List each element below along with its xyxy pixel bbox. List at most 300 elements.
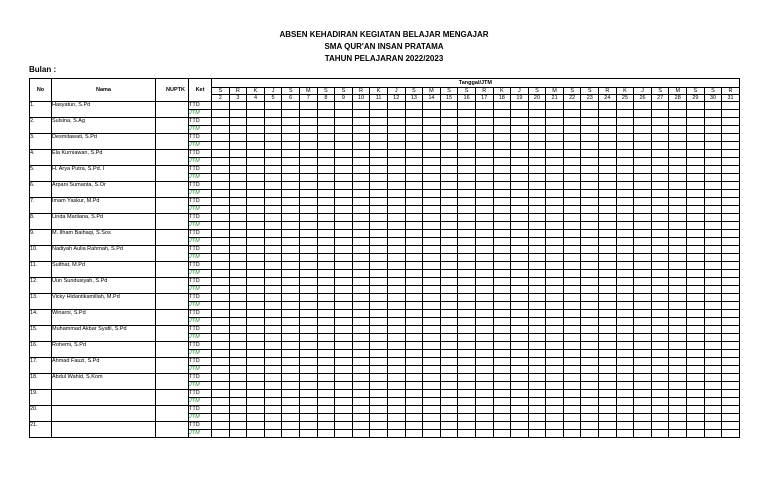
signature-cell[interactable] <box>282 342 300 350</box>
jtm-cell[interactable] <box>581 286 599 294</box>
jtm-cell[interactable] <box>335 238 353 246</box>
jtm-cell[interactable] <box>511 414 529 422</box>
jtm-cell[interactable] <box>264 206 282 214</box>
jtm-cell[interactable] <box>722 430 740 438</box>
signature-cell[interactable] <box>247 422 265 430</box>
jtm-cell[interactable] <box>493 398 511 406</box>
signature-cell[interactable] <box>599 230 617 238</box>
jtm-cell[interactable] <box>264 158 282 166</box>
jtm-cell[interactable] <box>405 238 423 246</box>
jtm-cell[interactable] <box>335 430 353 438</box>
jtm-cell[interactable] <box>370 334 388 342</box>
jtm-cell[interactable] <box>212 190 230 198</box>
signature-cell[interactable] <box>687 214 705 222</box>
signature-cell[interactable] <box>212 390 230 398</box>
jtm-cell[interactable] <box>212 174 230 182</box>
signature-cell[interactable] <box>704 390 722 398</box>
signature-cell[interactable] <box>264 134 282 142</box>
jtm-cell[interactable] <box>546 238 564 246</box>
signature-cell[interactable] <box>423 310 441 318</box>
jtm-cell[interactable] <box>423 158 441 166</box>
signature-cell[interactable] <box>405 374 423 382</box>
jtm-cell[interactable] <box>511 270 529 278</box>
jtm-cell[interactable] <box>299 302 317 310</box>
jtm-cell[interactable] <box>599 382 617 390</box>
signature-cell[interactable] <box>212 150 230 158</box>
signature-cell[interactable] <box>669 182 687 190</box>
jtm-cell[interactable] <box>317 318 335 326</box>
signature-cell[interactable] <box>299 422 317 430</box>
signature-cell[interactable] <box>634 102 652 110</box>
jtm-cell[interactable] <box>511 126 529 134</box>
signature-cell[interactable] <box>581 198 599 206</box>
signature-cell[interactable] <box>440 182 458 190</box>
signature-cell[interactable] <box>704 246 722 254</box>
signature-cell[interactable] <box>528 422 546 430</box>
jtm-cell[interactable] <box>599 206 617 214</box>
jtm-cell[interactable] <box>212 254 230 262</box>
jtm-cell[interactable] <box>247 398 265 406</box>
jtm-cell[interactable] <box>722 110 740 118</box>
jtm-cell[interactable] <box>264 238 282 246</box>
signature-cell[interactable] <box>687 374 705 382</box>
signature-cell[interactable] <box>511 310 529 318</box>
jtm-cell[interactable] <box>669 158 687 166</box>
signature-cell[interactable] <box>299 342 317 350</box>
jtm-cell[interactable] <box>229 206 247 214</box>
signature-cell[interactable] <box>669 422 687 430</box>
signature-cell[interactable] <box>387 310 405 318</box>
signature-cell[interactable] <box>687 342 705 350</box>
signature-cell[interactable] <box>687 246 705 254</box>
jtm-cell[interactable] <box>212 158 230 166</box>
jtm-cell[interactable] <box>282 366 300 374</box>
signature-cell[interactable] <box>616 182 634 190</box>
jtm-cell[interactable] <box>458 382 476 390</box>
signature-cell[interactable] <box>282 326 300 334</box>
signature-cell[interactable] <box>599 294 617 302</box>
jtm-cell[interactable] <box>405 190 423 198</box>
signature-cell[interactable] <box>651 358 669 366</box>
jtm-cell[interactable] <box>581 382 599 390</box>
jtm-cell[interactable] <box>264 286 282 294</box>
jtm-cell[interactable] <box>229 334 247 342</box>
signature-cell[interactable] <box>264 374 282 382</box>
jtm-cell[interactable] <box>687 190 705 198</box>
signature-cell[interactable] <box>616 310 634 318</box>
jtm-cell[interactable] <box>563 286 581 294</box>
signature-cell[interactable] <box>563 310 581 318</box>
signature-cell[interactable] <box>440 342 458 350</box>
jtm-cell[interactable] <box>335 142 353 150</box>
signature-cell[interactable] <box>722 294 740 302</box>
signature-cell[interactable] <box>335 166 353 174</box>
jtm-cell[interactable] <box>458 126 476 134</box>
signature-cell[interactable] <box>704 134 722 142</box>
jtm-cell[interactable] <box>370 382 388 390</box>
jtm-cell[interactable] <box>546 318 564 326</box>
signature-cell[interactable] <box>387 150 405 158</box>
jtm-cell[interactable] <box>423 382 441 390</box>
jtm-cell[interactable] <box>458 430 476 438</box>
jtm-cell[interactable] <box>317 190 335 198</box>
signature-cell[interactable] <box>247 358 265 366</box>
signature-cell[interactable] <box>440 134 458 142</box>
jtm-cell[interactable] <box>282 174 300 182</box>
signature-cell[interactable] <box>722 134 740 142</box>
signature-cell[interactable] <box>440 326 458 334</box>
signature-cell[interactable] <box>669 230 687 238</box>
signature-cell[interactable] <box>352 390 370 398</box>
signature-cell[interactable] <box>282 102 300 110</box>
jtm-cell[interactable] <box>423 302 441 310</box>
jtm-cell[interactable] <box>528 270 546 278</box>
signature-cell[interactable] <box>352 182 370 190</box>
signature-cell[interactable] <box>458 166 476 174</box>
jtm-cell[interactable] <box>599 398 617 406</box>
signature-cell[interactable] <box>493 230 511 238</box>
jtm-cell[interactable] <box>370 254 388 262</box>
jtm-cell[interactable] <box>352 366 370 374</box>
signature-cell[interactable] <box>212 278 230 286</box>
jtm-cell[interactable] <box>247 286 265 294</box>
signature-cell[interactable] <box>370 230 388 238</box>
signature-cell[interactable] <box>581 262 599 270</box>
signature-cell[interactable] <box>299 310 317 318</box>
jtm-cell[interactable] <box>722 158 740 166</box>
jtm-cell[interactable] <box>247 158 265 166</box>
jtm-cell[interactable] <box>599 222 617 230</box>
jtm-cell[interactable] <box>282 110 300 118</box>
signature-cell[interactable] <box>546 326 564 334</box>
signature-cell[interactable] <box>651 390 669 398</box>
jtm-cell[interactable] <box>423 350 441 358</box>
signature-cell[interactable] <box>264 230 282 238</box>
signature-cell[interactable] <box>317 262 335 270</box>
jtm-cell[interactable] <box>282 222 300 230</box>
jtm-cell[interactable] <box>493 302 511 310</box>
jtm-cell[interactable] <box>423 190 441 198</box>
signature-cell[interactable] <box>599 102 617 110</box>
signature-cell[interactable] <box>212 134 230 142</box>
signature-cell[interactable] <box>581 390 599 398</box>
signature-cell[interactable] <box>651 406 669 414</box>
jtm-cell[interactable] <box>458 270 476 278</box>
jtm-cell[interactable] <box>616 126 634 134</box>
jtm-cell[interactable] <box>634 238 652 246</box>
signature-cell[interactable] <box>264 262 282 270</box>
signature-cell[interactable] <box>282 166 300 174</box>
signature-cell[interactable] <box>493 294 511 302</box>
jtm-cell[interactable] <box>405 334 423 342</box>
nuptk-cell[interactable] <box>156 390 189 406</box>
jtm-cell[interactable] <box>299 270 317 278</box>
jtm-cell[interactable] <box>212 430 230 438</box>
jtm-cell[interactable] <box>528 366 546 374</box>
signature-cell[interactable] <box>405 134 423 142</box>
signature-cell[interactable] <box>387 182 405 190</box>
signature-cell[interactable] <box>458 422 476 430</box>
signature-cell[interactable] <box>599 390 617 398</box>
signature-cell[interactable] <box>475 150 493 158</box>
signature-cell[interactable] <box>282 230 300 238</box>
signature-cell[interactable] <box>317 214 335 222</box>
jtm-cell[interactable] <box>317 382 335 390</box>
jtm-cell[interactable] <box>651 174 669 182</box>
signature-cell[interactable] <box>669 150 687 158</box>
signature-cell[interactable] <box>335 262 353 270</box>
jtm-cell[interactable] <box>493 270 511 278</box>
jtm-cell[interactable] <box>651 350 669 358</box>
signature-cell[interactable] <box>563 406 581 414</box>
jtm-cell[interactable] <box>599 158 617 166</box>
jtm-cell[interactable] <box>528 414 546 422</box>
signature-cell[interactable] <box>229 198 247 206</box>
signature-cell[interactable] <box>299 390 317 398</box>
jtm-cell[interactable] <box>528 222 546 230</box>
signature-cell[interactable] <box>722 358 740 366</box>
jtm-cell[interactable] <box>282 142 300 150</box>
signature-cell[interactable] <box>212 214 230 222</box>
jtm-cell[interactable] <box>669 286 687 294</box>
jtm-cell[interactable] <box>704 382 722 390</box>
jtm-cell[interactable] <box>352 110 370 118</box>
signature-cell[interactable] <box>616 422 634 430</box>
signature-cell[interactable] <box>528 262 546 270</box>
nuptk-cell[interactable] <box>156 102 189 118</box>
jtm-cell[interactable] <box>387 254 405 262</box>
signature-cell[interactable] <box>687 390 705 398</box>
signature-cell[interactable] <box>669 326 687 334</box>
signature-cell[interactable] <box>299 214 317 222</box>
signature-cell[interactable] <box>247 342 265 350</box>
signature-cell[interactable] <box>616 326 634 334</box>
signature-cell[interactable] <box>370 422 388 430</box>
signature-cell[interactable] <box>528 278 546 286</box>
signature-cell[interactable] <box>212 406 230 414</box>
jtm-cell[interactable] <box>493 334 511 342</box>
signature-cell[interactable] <box>563 390 581 398</box>
signature-cell[interactable] <box>651 150 669 158</box>
jtm-cell[interactable] <box>669 398 687 406</box>
jtm-cell[interactable] <box>704 350 722 358</box>
jtm-cell[interactable] <box>493 286 511 294</box>
jtm-cell[interactable] <box>687 302 705 310</box>
jtm-cell[interactable] <box>264 190 282 198</box>
signature-cell[interactable] <box>405 118 423 126</box>
signature-cell[interactable] <box>475 246 493 254</box>
signature-cell[interactable] <box>687 166 705 174</box>
jtm-cell[interactable] <box>722 254 740 262</box>
jtm-cell[interactable] <box>651 302 669 310</box>
signature-cell[interactable] <box>687 150 705 158</box>
signature-cell[interactable] <box>722 198 740 206</box>
signature-cell[interactable] <box>599 422 617 430</box>
jtm-cell[interactable] <box>387 334 405 342</box>
signature-cell[interactable] <box>405 102 423 110</box>
signature-cell[interactable] <box>423 278 441 286</box>
nuptk-cell[interactable] <box>156 406 189 422</box>
jtm-cell[interactable] <box>299 382 317 390</box>
jtm-cell[interactable] <box>669 174 687 182</box>
signature-cell[interactable] <box>634 166 652 174</box>
jtm-cell[interactable] <box>423 334 441 342</box>
jtm-cell[interactable] <box>370 302 388 310</box>
signature-cell[interactable] <box>616 118 634 126</box>
signature-cell[interactable] <box>387 422 405 430</box>
signature-cell[interactable] <box>687 118 705 126</box>
signature-cell[interactable] <box>493 262 511 270</box>
jtm-cell[interactable] <box>722 366 740 374</box>
jtm-cell[interactable] <box>722 302 740 310</box>
signature-cell[interactable] <box>528 134 546 142</box>
signature-cell[interactable] <box>229 374 247 382</box>
signature-cell[interactable] <box>264 214 282 222</box>
jtm-cell[interactable] <box>493 238 511 246</box>
signature-cell[interactable] <box>563 134 581 142</box>
signature-cell[interactable] <box>651 214 669 222</box>
jtm-cell[interactable] <box>405 254 423 262</box>
signature-cell[interactable] <box>264 342 282 350</box>
signature-cell[interactable] <box>475 278 493 286</box>
signature-cell[interactable] <box>299 166 317 174</box>
jtm-cell[interactable] <box>299 366 317 374</box>
jtm-cell[interactable] <box>546 110 564 118</box>
signature-cell[interactable] <box>299 406 317 414</box>
signature-cell[interactable] <box>423 182 441 190</box>
signature-cell[interactable] <box>581 326 599 334</box>
signature-cell[interactable] <box>546 118 564 126</box>
jtm-cell[interactable] <box>370 238 388 246</box>
signature-cell[interactable] <box>493 358 511 366</box>
jtm-cell[interactable] <box>704 414 722 422</box>
signature-cell[interactable] <box>335 214 353 222</box>
jtm-cell[interactable] <box>264 430 282 438</box>
signature-cell[interactable] <box>704 166 722 174</box>
jtm-cell[interactable] <box>704 222 722 230</box>
jtm-cell[interactable] <box>370 222 388 230</box>
signature-cell[interactable] <box>352 134 370 142</box>
jtm-cell[interactable] <box>581 302 599 310</box>
jtm-cell[interactable] <box>299 398 317 406</box>
signature-cell[interactable] <box>563 118 581 126</box>
jtm-cell[interactable] <box>352 302 370 310</box>
signature-cell[interactable] <box>212 246 230 254</box>
jtm-cell[interactable] <box>616 350 634 358</box>
jtm-cell[interactable] <box>440 350 458 358</box>
signature-cell[interactable] <box>264 310 282 318</box>
signature-cell[interactable] <box>511 134 529 142</box>
signature-cell[interactable] <box>370 102 388 110</box>
jtm-cell[interactable] <box>440 286 458 294</box>
jtm-cell[interactable] <box>599 190 617 198</box>
signature-cell[interactable] <box>546 214 564 222</box>
jtm-cell[interactable] <box>599 302 617 310</box>
signature-cell[interactable] <box>282 278 300 286</box>
signature-cell[interactable] <box>317 374 335 382</box>
jtm-cell[interactable] <box>669 270 687 278</box>
jtm-cell[interactable] <box>352 350 370 358</box>
jtm-cell[interactable] <box>264 110 282 118</box>
signature-cell[interactable] <box>317 278 335 286</box>
signature-cell[interactable] <box>722 374 740 382</box>
jtm-cell[interactable] <box>528 382 546 390</box>
jtm-cell[interactable] <box>317 254 335 262</box>
signature-cell[interactable] <box>212 262 230 270</box>
signature-cell[interactable] <box>335 134 353 142</box>
signature-cell[interactable] <box>405 390 423 398</box>
jtm-cell[interactable] <box>247 350 265 358</box>
signature-cell[interactable] <box>511 422 529 430</box>
jtm-cell[interactable] <box>229 158 247 166</box>
jtm-cell[interactable] <box>317 174 335 182</box>
signature-cell[interactable] <box>317 166 335 174</box>
signature-cell[interactable] <box>493 166 511 174</box>
signature-cell[interactable] <box>387 262 405 270</box>
jtm-cell[interactable] <box>511 366 529 374</box>
jtm-cell[interactable] <box>317 270 335 278</box>
signature-cell[interactable] <box>599 166 617 174</box>
signature-cell[interactable] <box>704 326 722 334</box>
jtm-cell[interactable] <box>212 366 230 374</box>
signature-cell[interactable] <box>634 406 652 414</box>
jtm-cell[interactable] <box>651 414 669 422</box>
signature-cell[interactable] <box>704 294 722 302</box>
signature-cell[interactable] <box>599 278 617 286</box>
signature-cell[interactable] <box>475 134 493 142</box>
jtm-cell[interactable] <box>475 334 493 342</box>
jtm-cell[interactable] <box>722 190 740 198</box>
signature-cell[interactable] <box>651 326 669 334</box>
signature-cell[interactable] <box>282 294 300 302</box>
jtm-cell[interactable] <box>704 110 722 118</box>
jtm-cell[interactable] <box>634 206 652 214</box>
signature-cell[interactable] <box>493 342 511 350</box>
signature-cell[interactable] <box>722 246 740 254</box>
jtm-cell[interactable] <box>352 126 370 134</box>
signature-cell[interactable] <box>616 374 634 382</box>
signature-cell[interactable] <box>317 310 335 318</box>
signature-cell[interactable] <box>335 358 353 366</box>
jtm-cell[interactable] <box>440 270 458 278</box>
jtm-cell[interactable] <box>581 174 599 182</box>
jtm-cell[interactable] <box>634 158 652 166</box>
nuptk-cell[interactable] <box>156 246 189 262</box>
signature-cell[interactable] <box>299 262 317 270</box>
jtm-cell[interactable] <box>475 222 493 230</box>
signature-cell[interactable] <box>458 102 476 110</box>
nuptk-cell[interactable] <box>156 374 189 390</box>
jtm-cell[interactable] <box>405 158 423 166</box>
jtm-cell[interactable] <box>335 174 353 182</box>
jtm-cell[interactable] <box>317 110 335 118</box>
jtm-cell[interactable] <box>264 334 282 342</box>
jtm-cell[interactable] <box>352 174 370 182</box>
signature-cell[interactable] <box>475 310 493 318</box>
signature-cell[interactable] <box>387 118 405 126</box>
signature-cell[interactable] <box>511 262 529 270</box>
nuptk-cell[interactable] <box>156 118 189 134</box>
signature-cell[interactable] <box>546 390 564 398</box>
jtm-cell[interactable] <box>229 110 247 118</box>
jtm-cell[interactable] <box>387 286 405 294</box>
signature-cell[interactable] <box>651 278 669 286</box>
signature-cell[interactable] <box>581 134 599 142</box>
signature-cell[interactable] <box>264 358 282 366</box>
signature-cell[interactable] <box>264 182 282 190</box>
jtm-cell[interactable] <box>405 302 423 310</box>
jtm-cell[interactable] <box>546 430 564 438</box>
